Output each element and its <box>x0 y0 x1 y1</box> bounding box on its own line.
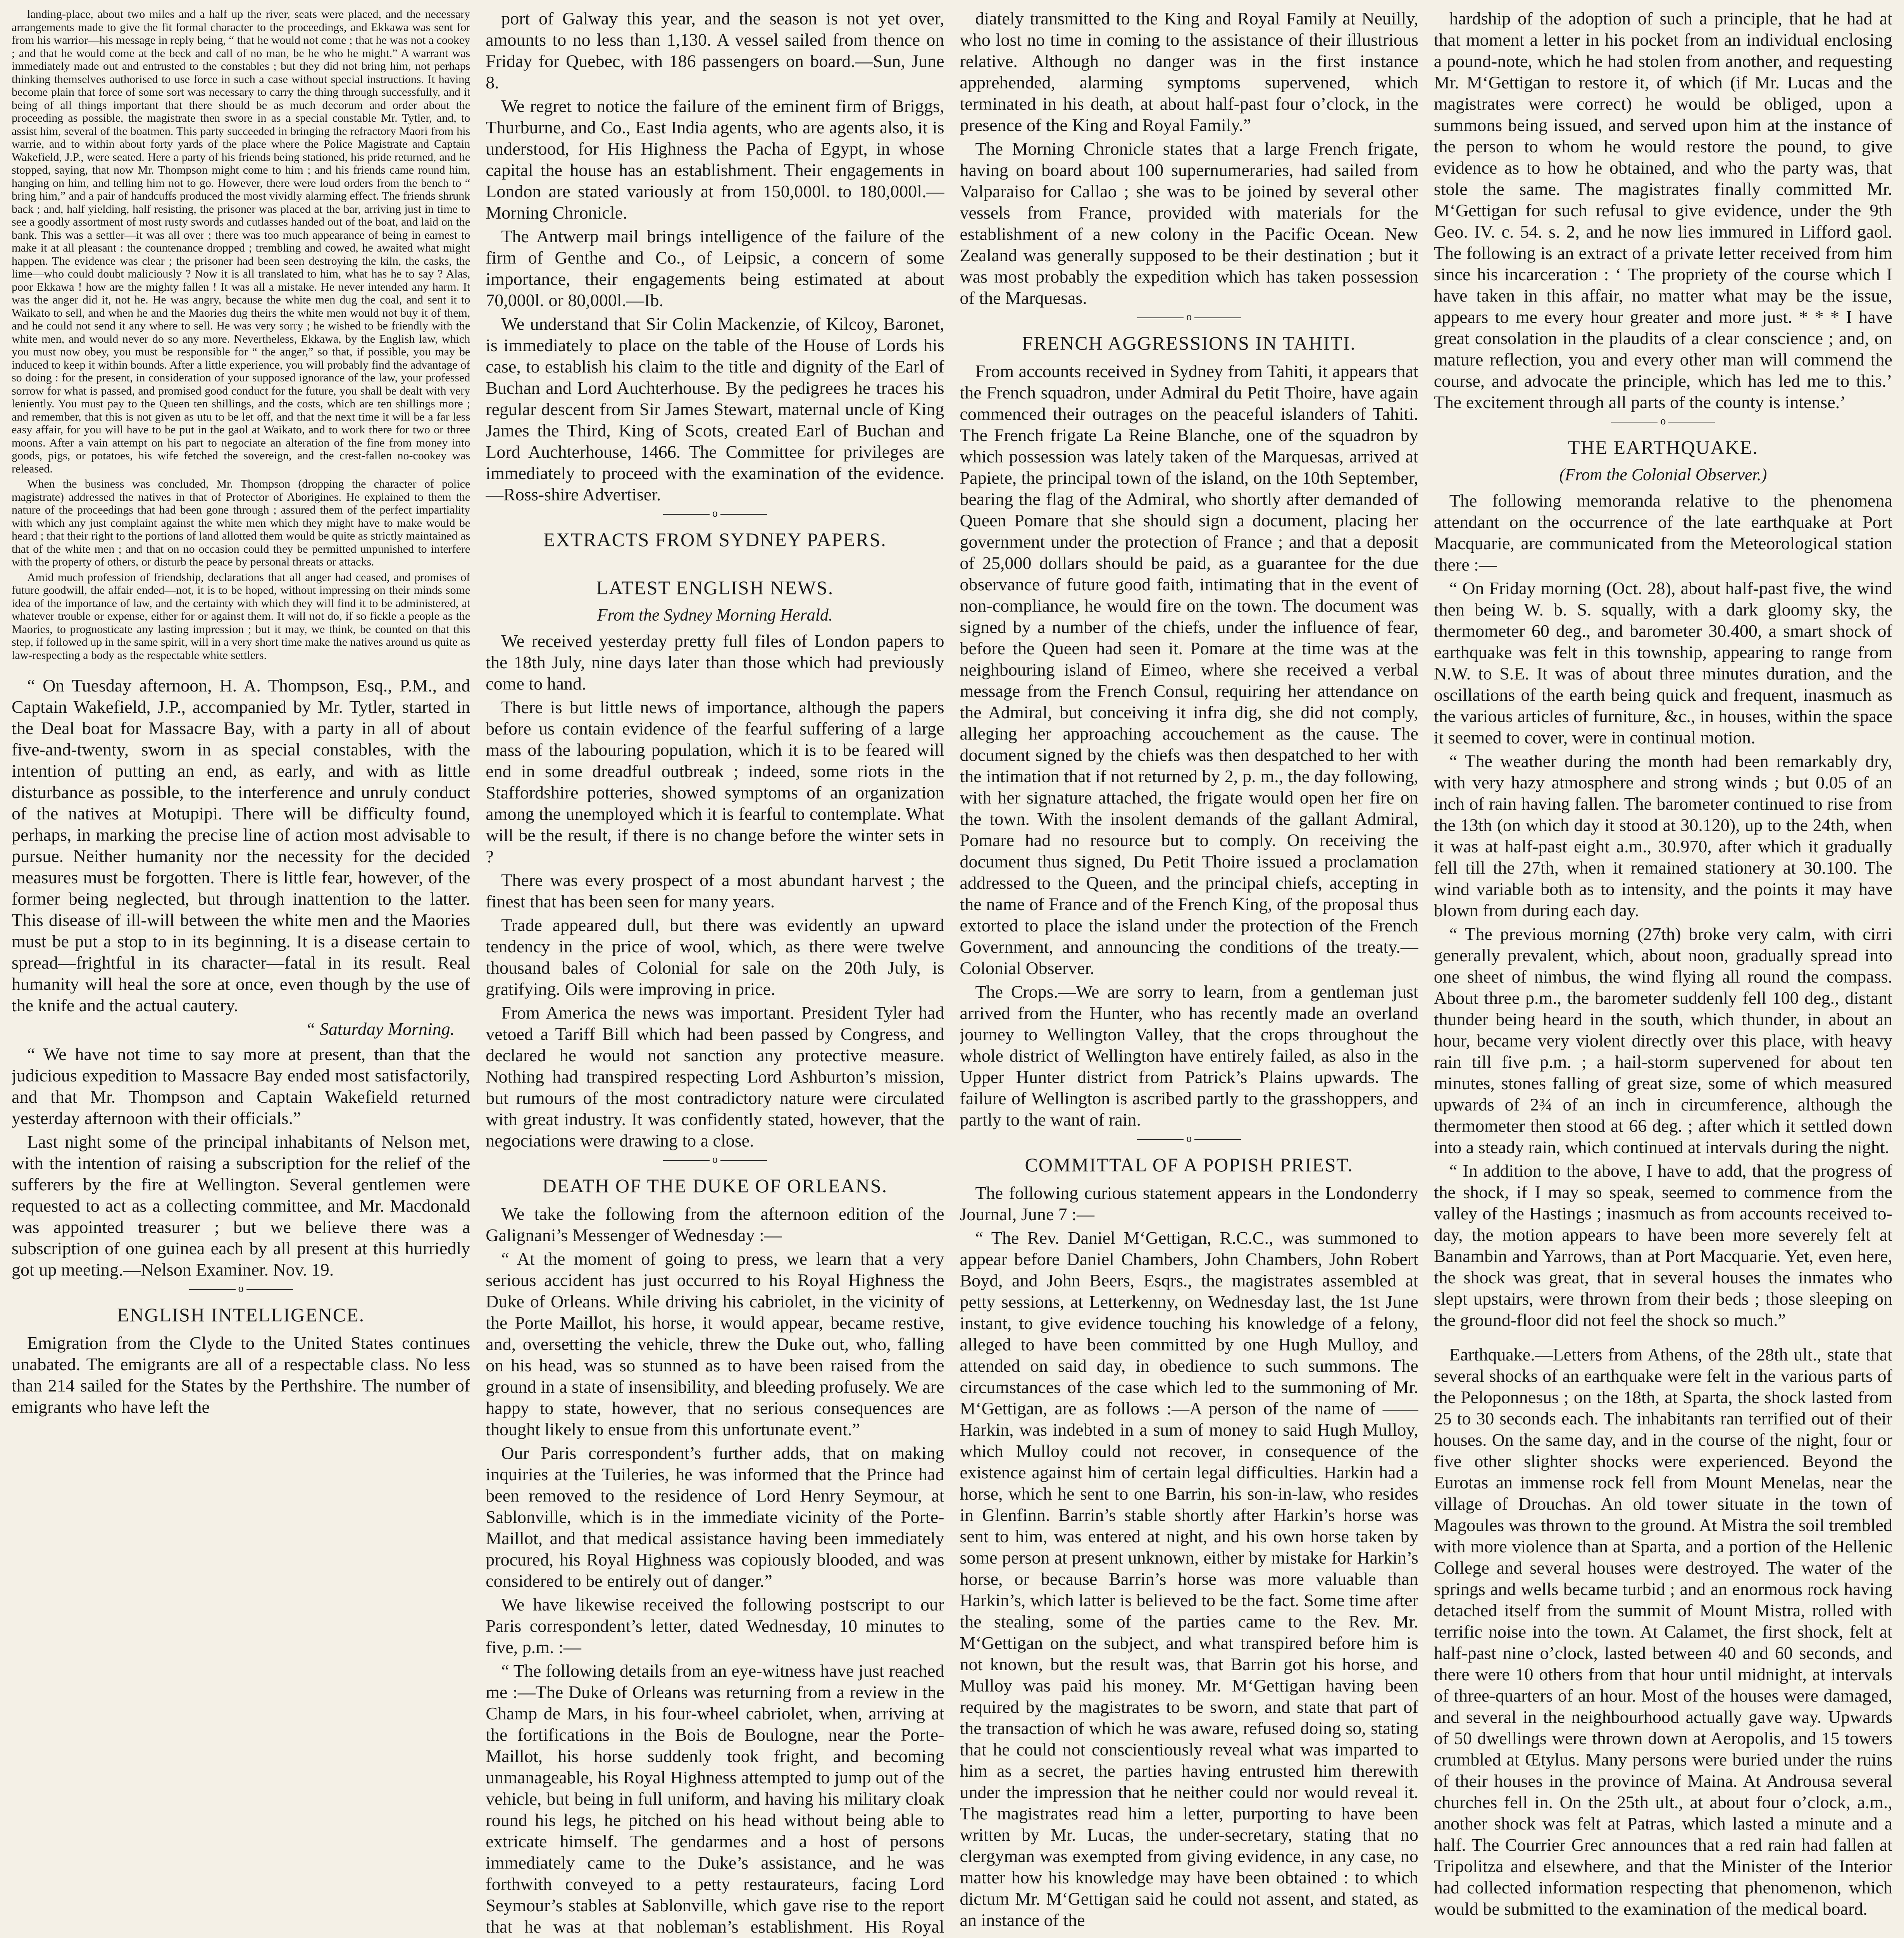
paragraph-wrapper <box>1434 1160 1892 1331</box>
paragraph-wrapper <box>486 1442 944 1591</box>
small-print-paragraph: When the business was concluded, Mr. Thompson (dropping the character of police magistrate) addressed the natives in that of Protector of Aborigines. He explained to them the nature of the proceedings that had been gone through ; assured them of the perfect impartiality with which any just complaint against the white men which they might have to make would be heard ; that their right to the portions of land allotted them would be quite as strictly maintained as that of the white men ; and that on no occasion could they be permitted unpunished to interfere with the property of others, or disturb the peace by personal threats or attacks. <box>12 478 470 568</box>
section-heading: ENGLISH INTELLIGENCE. <box>117 1304 365 1326</box>
section-heading: DEATH OF THE DUKE OF ORLEANS. <box>542 1175 888 1197</box>
section-heading: FRENCH AGGRESSIONS IN TAHITI. <box>1022 332 1356 354</box>
paragraph-wrapper <box>1434 1344 1892 1919</box>
paragraph-wrapper <box>12 675 470 1016</box>
paragraph-wrapper <box>486 226 944 311</box>
paragraph-wrapper <box>486 1594 944 1658</box>
article-paragraph: The following curious statement appears in the Londonderry Journal, June 7 :— <box>960 1183 1418 1224</box>
article-paragraph: “ On Tuesday afternoon, H. A. Thompson, Esq., P.M., and Captain Wakefield, J.P., accompanied by Mr. Tytler, started in the Deal boat for Massacre Bay, with a party in all of about five-and-twenty, sworn in as special constables, with the intention of putting an end, as early, and with as little disturbance as possible, to the interference and unruly conduct of the natives at Motupipi. There will be difficulty found, perhaps, in marking the precise line of action most advisable to pursue. Neither humanity nor the necessity for the decided measures must be forgotten. There is little fear, however, of the former being neglected, but through inattention to the latter. This disease of ill-will between the white men and the Maories must be put a stop to in its beginning. It is a disease certain to spread—frightful in its character—fatal in its result. Real humanity will heal the sore at once, even though by the use of the knife and the actual cautery. <box>12 676 470 1015</box>
paragraph-wrapper <box>486 1002 944 1151</box>
paragraph-wrapper <box>486 95 944 223</box>
article-paragraph: “ On Friday morning (Oct. 28), about half-past five, the wind then being W. b. S. squally, with a dark gloomy sky, the thermometer 60 deg., and barometer 30.400, a smart shock of earthquake was felt in this township, appearing to range from N.W. to S.E. It was of about three minutes duration, and the oscillations of the earth being quick and frequent, inasmuch as the various articles of furniture, &c., in houses, within the space it seemed to cover, were in continual motion. <box>1434 578 1892 747</box>
article-paragraph: Trade appeared dull, but there was evidently an upward tendency in the price of wool, which, as there were twelve thousand bales of Colonial for sale on the 20th July, is gratifying. Oils were improving in price. <box>486 915 944 999</box>
column-1 <box>12 8 470 1938</box>
section-divider: o <box>486 507 944 520</box>
spacer <box>12 664 470 675</box>
article-paragraph: port of Galway this year, and the season is not yet over, amounts to no less than 1,130. A vessel sailed from thence on Friday for Quebec, with 186 passengers on board.—Sun, June 8. <box>486 9 944 92</box>
paragraph-wrapper <box>486 1248 944 1440</box>
paragraph-wrapper <box>960 981 1418 1130</box>
paragraph-wrapper <box>12 478 470 569</box>
paragraph-wrapper <box>960 1227 1418 1931</box>
article-paragraph: Emigration from the Clyde to the United States continues unabated. The emigrants are all of a respectable class. No less than 214 sailed for the States by the Perthshire. The number of emigrants who have left the <box>12 1333 470 1417</box>
section-divider: o <box>960 1133 1418 1145</box>
section-heading: COMMITTAL OF A POPISH PRIEST. <box>1025 1154 1353 1176</box>
paragraph-wrapper <box>486 1203 944 1246</box>
article-paragraph: From America the news was important. President Tyler had vetoed a Tariff Bill which had been passed by Congress, and declared he would not sanction any protective measure. Nothing had transpired respecting Lord Ashburton’s mission, but rumours of the most contradictory nature were circulated with great industry. It was confidently stated, however, that the negociations were drawing to a close. <box>486 1003 944 1150</box>
paragraph-wrapper <box>1434 750 1892 921</box>
column-2 <box>486 8 944 1938</box>
section-divider: o <box>960 311 1418 323</box>
article-paragraph: “ The previous morning (27th) broke very calm, with cirri generally prevalent, which, about noon, gradually spread into one sheet of nimbus, the wind flying all round the compass. About three p.m., the barometer suddenly fell 100 deg., distant thunder being heard in the south, which thunder, in about an hour, became very violent directly over this place, with heavy rain till five p.m. ; a hail-storm supervened for about ten minutes, stones falling of great size, some of which measured upwards of 2¾ of an inch in circumference, although the thermometer then stood at 66 deg. ; after which it settled down into a steady rain, which continued at intervals during the night. <box>1434 924 1892 1157</box>
article-paragraph: We have likewise received the following postscript to our Paris correspondent’s letter, dated Wednesday, 10 minutes to five, p.m. :— <box>486 1595 944 1657</box>
article-paragraph: “ The following details from an eye-witness have just reached me :—The Duke of Orleans was returning from a review in the Champ de Mars, in his four-wheel cabriolet, when, arriving at the fortifications in the Bois de Boulogne, near the Porte-Maillot, his horse suddenly took fright, and becoming unmanageable, his Royal Highness attempted to jump out of the vehicle, but being in full uniform, and having his military cloak round his legs, he pitched on his head without being able to extricate himself. The gendarmes and a host of persons immediately came to the Duke’s assistance, and he was forthwith conveyed to a petty restaurateurs, facing Lord Seymour’s stables at Sablonville, which gave rise to the report that he was at that nobleman’s establishment. His Royal <box>486 1661 944 1936</box>
paragraph-wrapper <box>12 1043 470 1129</box>
paragraph-wrapper <box>486 630 944 694</box>
paragraph-wrapper <box>12 1131 470 1280</box>
article-paragraph: The Antwerp mail brings intelligence of the failure of the firm of Genthe and Co., of Leipsic, a concern of some importance, their engagements being estimated at about 70,000l. or 80,000l.—Ib. <box>486 226 944 310</box>
paragraph-wrapper <box>960 138 1418 309</box>
section-divider: o <box>486 1153 944 1166</box>
article-paragraph: We received yesterday pretty full files of London papers to the 18th July, nine days later than those which had previously come to hand. <box>486 631 944 693</box>
paragraph-wrapper <box>12 571 470 662</box>
section-divider: o <box>1434 415 1892 428</box>
article-paragraph: We regret to notice the failure of the eminent firm of Briggs, Thurburne, and Co., East India agents, who are agents also, it is understood, for His Highness the Pacha of Egypt, in whose capital the house has an establishment. Their engagements in London are stated variously at from 150,000l. to 180,000l.—Morning Chronicle. <box>486 96 944 222</box>
section-divider: o <box>12 1283 470 1295</box>
article-paragraph: Earthquake.—Letters from Athens, of the 28th ult., state that several shocks of an earthquake were felt in the various parts of the Peloponnesus ; on the 18th, at Sparta, the shock lasted from 25 to 30 seconds each. The inhabitants ran terrified out of their houses. On the same day, and in the course of the night, four or five other slighter shocks were experienced. Beyond the Eurotas an immense rock fell from Mount Menelas, near the village of Drouchas. An old tower situate in the town of Magoules was thrown to the ground. At Mistra the soil trembled with more violence than at Sparta, and a portion of the Hellenic College and several houses were destroyed. The water of the springs and wells became turbid ; and an enormous rock having detached itself from the summit of Mount Mistra, rolled with terrific noise into the town. At Calamet, the first shock, felt at half-past nine o’clock, lasted between 40 and 60 seconds, and there were 10 others from that hour until midnight, at intervals of three-quarters of an hour. Most of the houses were damaged, and several in the neighbourhood actually gave way. Upwards of 50 dwellings were thrown down at Aeropolis, and 15 towers crumbled at Œtylus. Many persons were buried under the ruins of their houses in the province of Maina. At Androusa several churches fell in. On the 25th ult., at about four o’clock, a.m., another shock was felt at Patras, which lasted a minute and a half. The Courrier Grec announces that a red rain had fallen at Tripolitza and elsewhere, and that the Minister of the Interior had collected information respecting that phenomenon, which would be submitted to the examination of the medical board. <box>1434 1345 1892 1919</box>
section-source: From the Sydney Morning Herald. <box>597 605 833 624</box>
article-paragraph: “ At the moment of going to press, we learn that a very serious accident has just occurred to his Royal Highness the Duke of Orleans. While driving his cabriolet, in the vicinity of the Porte Maillot, his horse, it would appear, became restive, and, oversetting the vehicle, threw the Duke out, who, falling on his head, was so stunned as to have been raised from the ground in a state of insensibility, and bleeding profusely. We are happy to state, however, that no serious consequences are thought likely to ensue from this unfortunate event.” <box>486 1249 944 1439</box>
paragraph-wrapper <box>486 8 944 93</box>
paragraph-wrapper <box>12 1332 470 1417</box>
article-paragraph: “ In addition to the above, I have to add, that the progress of the shock, if I may so speak, seemed to commence from the valley of the Hastings ; inasmuch as from accounts received to-day, the motion appears to have been more severely felt at Banambin and Yarrows, than at Port Macquarie. Yet, even here, the shock was great, that in several houses the inmates who slept upstairs, were thrown from their beds ; those sleeping on the ground-floor did not feel the shock so much.” <box>1434 1161 1892 1330</box>
article-paragraph: There was every prospect of a most abundant harvest ; the finest that has been seen for many years. <box>486 870 944 911</box>
spacer <box>1434 1333 1892 1344</box>
spacer <box>486 557 944 568</box>
article-paragraph: The Crops.—We are sorry to learn, from a gentleman just arrived from the Hunter, who has recently made an overland journey to Wellington Valley, that the crops throughout the whole district of Wellington have entirely failed, as also in the Upper Hunter district from Patrick’s Plains upwards. The failure of Wellington is ascribed partly to the grasshoppers, and partly to the want of rain. <box>960 982 1418 1129</box>
paragraph-wrapper <box>486 697 944 867</box>
section-heading: LATEST ENGLISH NEWS. <box>596 577 834 598</box>
paragraph-wrapper <box>960 360 1418 979</box>
article-paragraph: The Morning Chronicle states that a large French frigate, having on board about 100 supernumeraries, had sailed from Valparaiso for Callao ; she was to be joined by several other vessels from France, provided with materials for the establishment of a new colony in the Pacific Ocean. New Zealand was generally supposed to be their destination ; but it was most probably the expedition which has taken possession of the Marquesas. <box>960 139 1418 308</box>
dateline: “ Saturday Morning. <box>305 1019 455 1039</box>
article-paragraph: There is but little news of importance, although the papers before us contain evidence of the fearful suffering of a large mass of the labouring population, which it is to be feared will end in some dreadful outbreak ; indeed, some riots in the Staffordshire potteries, showed symptoms of an organization among the unemployed which it is fearful to contemplate. What will be the result, if there is no change before the winter sets in ? <box>486 697 944 866</box>
article-paragraph: Last night some of the principal inhabitants of Nelson met, with the intention of raising a subscription for the relief of the sufferers by the fire at Wellington. Several gentlemen were requested to act as a collecting committee, and Mr. Macdonald was appointed treasurer ; but we believe there was a subscription of one guinea each by all present at this hurriedly got up meeting.—Nelson Examiner. Nov. 19. <box>12 1132 470 1279</box>
article-paragraph: The following memoranda relative to the phenomena attendant on the occurrence of the late earthquake at Port Macquarie, are communicated from the Meteorological station there :— <box>1434 491 1892 574</box>
paragraph-wrapper <box>1434 578 1892 748</box>
paragraph-wrapper <box>486 1660 944 1938</box>
article-paragraph: “ The weather during the month had been remarkably dry, with very hazy atmosphere and strong winds ; but 0.05 of an inch of rain having fallen. The barometer continued to rise from the 13th (on which day it stood at 30.120), up to the 24th, when it was at half-past eight a.m., 30.970, after which it gradually fell till the 27th, when it remained stationery at 30.100. The wind variable both as to intensity, and the points it may have blown from during each day. <box>1434 751 1892 920</box>
small-print-paragraph: Amid much profession of friendship, declarations that all anger had ceased, and promises of future goodwill, the affair ended—not, it is to be hoped, without impressing on their minds some idea of the importance of law, and the certainty with which they will find it to be administered, at whatever trouble or expense, either for or against them. It will not do, if so fickle a people as the Maories, to prognosticate any lasting impression ; but it may, we think, be counted on that this step, if followed up in the same spirit, will in a very short time make the natives around us quite as law-respecting a body as the respectable white settlers. <box>12 571 470 662</box>
paragraph-wrapper <box>1434 8 1892 413</box>
column-4 <box>1434 8 1892 1938</box>
article-paragraph: diately transmitted to the King and Royal Family at Neuilly, who lost no time in coming to the assistance of their illustrious relative. Although no danger was in the first instance apprehended, alarming symptoms supervened, which terminated in his death, at about half-past four o’clock, in the presence of the King and Royal Family.” <box>960 9 1418 135</box>
paragraph-wrapper <box>486 914 944 1000</box>
paragraph-wrapper <box>1434 923 1892 1158</box>
section-source: (From the Colonial Observer.) <box>1559 465 1767 484</box>
column-3 <box>960 8 1418 1938</box>
article-paragraph: “ We have not time to say more at present, than that the judicious expedition to Massacre Bay ended most satisfactorily, and that Mr. Thompson and Captain Wakefield returned yesterday afternoon with their officials.” <box>12 1044 470 1128</box>
article-paragraph: We take the following from the afternoon edition of the Galignani’s Messenger of Wednesday :— <box>486 1204 944 1245</box>
article-paragraph: hardship of the adoption of such a principle, that he had at that moment a letter in his pocket from an individual enclosing a pound-note, which he had stolen from another, and requesting Mr. M‘Gettigan to restore it, of which (if Mr. Lucas and the magistrates were correct) he would be obliged, upon a summons being issued, and served upon him at the instance of the person to whom he would restore the pound, to give evidence as to how he obtained, and who the party was, that stole the same. The magistrates finally committed Mr. M‘Gettigan for such refusal to give evidence, under the 9th Geo. IV. c. 54. s. 2, and he now lies immured in Lifford gaol. The following is an extract of a private letter received from him since his incarceration : ‘ The propriety of the course which I have taken in this affair, no matter what may be the issue, appears to me every hour greater and more just. * * * I have great consolation in the plaudits of a clear conscience ; and, on mature reflection, you and every other man will commend the course, and advocate the principle, which has led me to this.’ The excitement through all parts of the county is intense.’ <box>1434 9 1892 412</box>
small-print-paragraph: landing-place, about two miles and a half up the river, seats were placed, and the necessary arrangements made to give the fit formal character to the proceedings, and Ekkawa was sent for from his warrior—his message in reply being, “ that he would not come ; that he was not a cookey ; and that he would come at the beck and call of no man, be he who he might.” A warrant was immediately made out and entrusted to the constables ; but they did not bring him, not perhaps thinking themselves authorised to use force in such a case without special instructions. It having become plain that force of some sort was necessary to carry the thing through successfully, and it being of all things important that there should be as much decorum and order about the proceeding as possible, the magistrate then swore in as a special constable Mr. Tytler, and, to assist him, several of the boatmen. This party succeeded in bringing the refractory Maori from his warrie, and to within about forty yards of the place where the Police Magistrate and Captain Wakefield, J.P., were seated. Here a party of his friends being stationed, his pride returned, and he stopped, saying, that now Mr. Thompson might come to him ; and his friends came round him, hanging on him, and telling him not to go. However, there were loud orders from the bench to “ bring him,” and a pair of handcuffs produced the most vividly alarming effect. The friends shrunk back ; and, half yielding, half resisting, the prisoner was placed at the bar, arriving just in time to see a goodly assortment of most rusty swords and cutlasses handed out of the boat, and laid on the bank. This was a settler—it was all over ; there was too much appearance of being in earnest to make it at all pleasant : the countenance dropped ; trembling and cowed, he awaited what might happen. The evidence was clear ; the prisoner had been seen destroying the kiln, the casks, the lime—who could doubt maliciously ? Now it is all translated to him, what has he to say ? Alas, poor Ekkawa ! how are the mighty fallen ! It was all a mistake. He never intended any harm. It was the anger did it, not he. He was angry, because the white men dug the coal, and sent it to Waikato to sell, and when he and the Maories dug theirs the white men would not buy it of them, and he could not send it any where to sell. He was very sorry ; he wished to be friendly with the white men, and would never do so any more. Nevertheless, Ekkawa, by the English law, which you must now obey, you must be responsible for “ the anger,” so that, if possible, you may be induced to keep it within bounds. After a little experience, you will probably find the advantage of so doing : for the present, in consideration of your supposed ignorance of the law, your professed sorrow for what is passed, and promised good conduct for the future, you shall be dealt with very leniently. You must pay to the Queen ten shillings, and the costs, which are ten shillings more ; and remember, that this is not given as utu to be let off, and that the next time it will be a far less easy affair, for you will have to be put in the gaol at Waikato, and to work there for two or three moons. After a vain attempt on his part to negociate an alteration of the fine from money into goods, pigs, or potatoes, his wife fetched the sovereign, and the crest-fallen no-cookey was released. <box>12 8 470 475</box>
section-heading: EXTRACTS FROM SYDNEY PAPERS. <box>543 529 887 550</box>
paragraph-wrapper <box>960 1182 1418 1225</box>
article-paragraph: From accounts received in Sydney from Tahiti, it appears that the French squadron, under Admiral du Petit Thoire, have again commenced their outrages on the peaceful islanders of Tahiti. The French frigate La Reine Blanche, one of the squadron by which possession was lately taken of the Marquesas, arrived at Papiete, the principal town of the island, on the 10th September, bearing the flag of the Admiral, who shortly after demanded of Queen Pomare that she should sign a document, placing her government under the protection of France ; and that a deposit of 25,000 dollars should be paid, as a guarantee for the due observance of future good faith, intimating that in the event of non-compliance, he would fire on the town. The document was signed by a number of the chiefs, under the influence of fear, before the Queen had seen it. Pomare at the time was at the neighbouring island of Eimeo, where she received a verbal message from the French Consul, requiring her attendance on the Admiral, but conceiving it infra dig, she did not comply, alleging her approaching accouchement as the cause. The document signed by the chiefs was then despatched to her with the intimation that if not returned by 2, p. m., the day following, with her signature attached, the frigate would open her fire on the town. With the insolent demands of the gallant Admiral, Pomare had no resource but to comply. On receiving the document thus signed, Du Petit Thoire issued a proclamation addressed to the Queen, and the principal chiefs, accepting in the name of France and of the French King, of the proposal thus extorted to place the island under the protection of the French Government, and announcing the conditions of the treaty.—Colonial Observer. <box>960 361 1418 978</box>
paragraph-wrapper <box>1434 490 1892 575</box>
section-heading: THE EARTHQUAKE. <box>1568 436 1758 458</box>
paragraph-wrapper <box>486 313 944 505</box>
article-paragraph: We understand that Sir Colin Mackenzie, of Kilcoy, Baronet, is immediately to place on the table of the House of Lords his case, to establish his claim to the title and dignity of the Earl of Buchan and Lord Auchterhouse. By the pedigrees he traces his regular descent from Sir James Stewart, maternal uncle of King James the Third, King of Scots, created Earl of Buchan and Lord Auchterhouse, 1466. The Committee for privileges are immediately to proceed with the examination of the evidence.—Ross-shire Advertiser. <box>486 314 944 504</box>
paragraph-wrapper <box>12 8 470 475</box>
paragraph-wrapper <box>960 8 1418 136</box>
article-paragraph: “ The Rev. Daniel M‘Gettigan, R.C.C., was summoned to appear before Daniel Chambers, John Chambers, John Robert Boyd, and John Beers, Esqrs., the magistrates assembled at petty sessions, at Letterkenny, on Wednesday last, the 1st June instant, to give evidence touching his knowledge of a felony, alleged to have been committed by one Hugh Mulloy, and attended on said day, in obedience to such summons. The circumstances of the case which led to the summoning of Mr. M‘Gettigan, are as follows :—A person of the name of —— Harkin, was indebted in a sum of money to said Hugh Mulloy, which Mulloy could not recover, in consequence of the existence against him of certain legal difficulties. Harkin had a horse, which he sent to one Barrin, his son-in-law, who resides in Glenfinn. Barrin’s stable shortly after Harkin’s horse was sent to him, was entered at night, and his own horse taken by some person at present unknown, either by mistake for Harkin’s horse, or because Barrin’s horse was more valuable than Harkin’s, which latter is believed to be the fact. Some time after the stealing, some of the parties came to the Rev. Mr. M‘Gettigan on the subject, and what transpired before him is not known, but the result was, that Barrin got his horse, and Mulloy was paid his money. Mr. M‘Gettigan having been required by the magistrates to be sworn, and state that part of the transaction of which he was aware, refused doing so, stating that he could not conscientiously reveal what was imparted to him as a secret, the parties having entrusted him therewith under the impression that he neither could nor would reveal it. The magistrates read him a letter, purporting to have been written by Mr. Lucas, the under-secretary, stating that no clergyman was exempted from giving evidence, in any case, no matter how his knowledge may have been obtained : to which dictum Mr. M‘Gettigan said he could not assent, and stated, as an instance of the <box>960 1228 1418 1930</box>
paragraph-wrapper <box>486 869 944 912</box>
article-paragraph: Our Paris correspondent’s further adds, that on making inquiries at the Tuileries, he was informed that the Prince had been removed to the residence of Lord Henry Seymour, at Sablonville, which is in the immediate vicinity of the Porte-Maillot, and that medical assistance having been immediately procured, his Royal Highness was copiously blooded, and was considered to be entirely out of danger.” <box>486 1443 944 1591</box>
